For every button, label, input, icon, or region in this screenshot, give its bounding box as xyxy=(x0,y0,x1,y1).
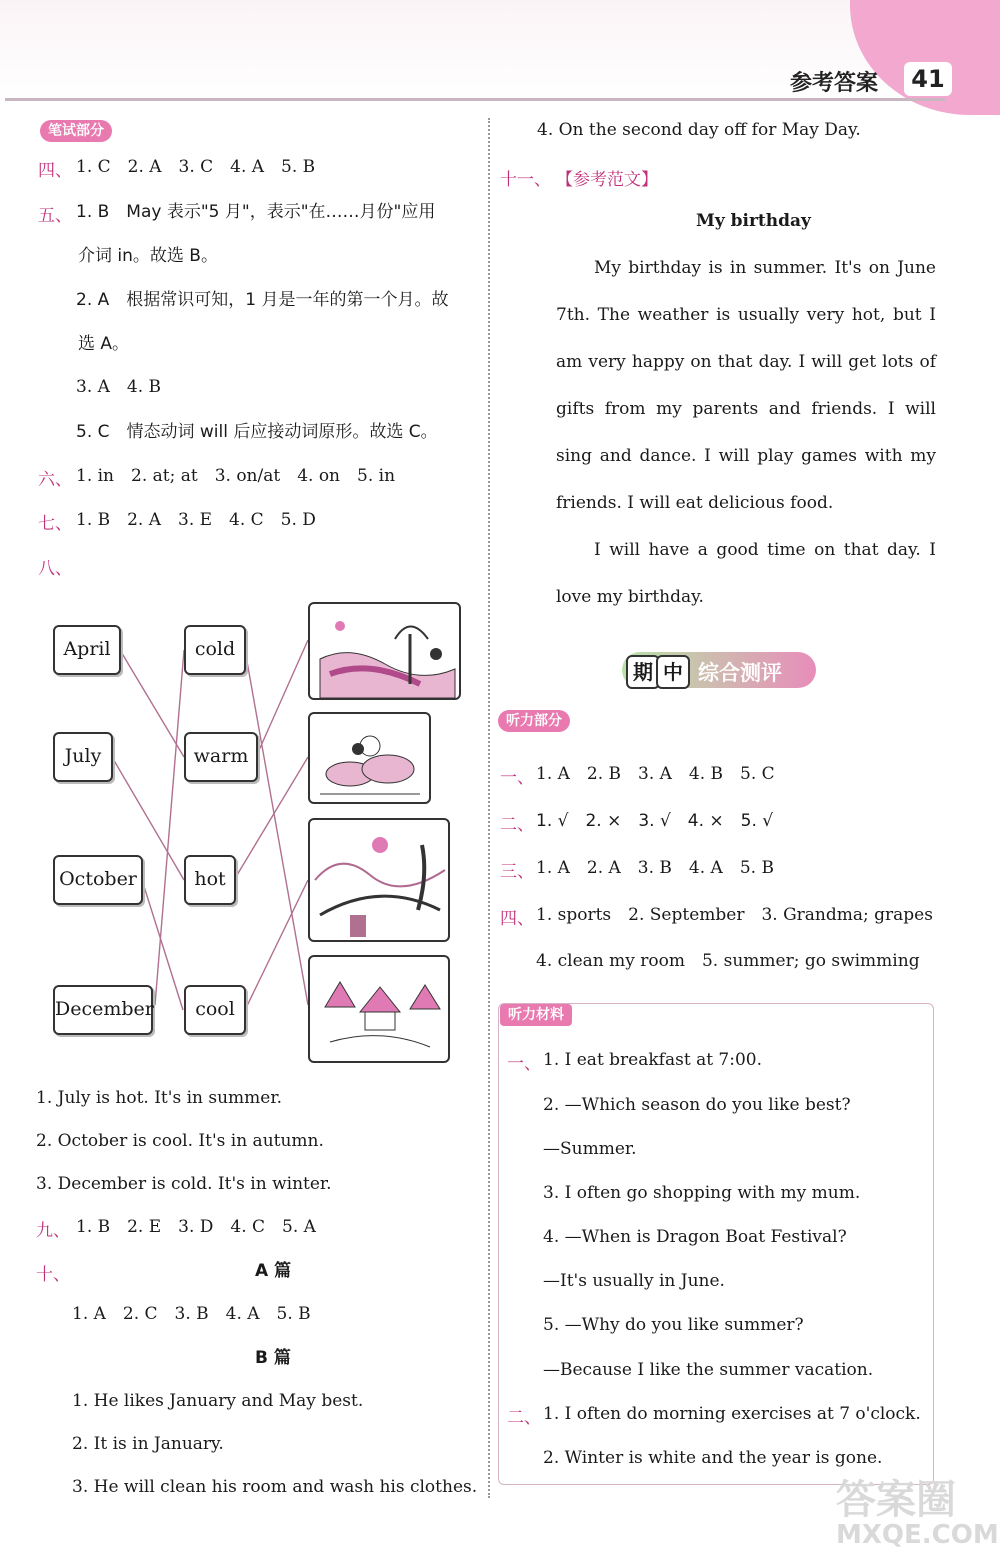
autumn-scene-icon xyxy=(308,818,450,942)
material-part2-line-2: 2. Winter is white and the year is gone. xyxy=(543,1448,883,1468)
watermark-logo: 答案圈 xyxy=(836,1477,956,1523)
q10-b-title: B 篇 xyxy=(255,1348,291,1368)
q4-answers: 1. C 2. A 3. C 4. A 5. B xyxy=(76,157,316,177)
q11-label: 【参考范文】 xyxy=(556,170,658,190)
midterm-char-2: 中 xyxy=(656,655,690,689)
summer-lotus-icon xyxy=(308,712,431,804)
listen-q1-number: 一、 xyxy=(500,768,534,788)
q8-sentence-3: 3. December is cold. It's in winter. xyxy=(36,1174,332,1194)
q10-a-answers: 1. A 2. C 3. B 4. A 5. B xyxy=(72,1304,311,1324)
q7-answers: 1. B 2. A 3. E 4. C 5. D xyxy=(76,510,316,530)
material-line-3: —Summer. xyxy=(543,1139,637,1159)
q5-number: 五、 xyxy=(38,206,72,226)
q5-line3: 2. A 根据常识可知，1 月是一年的第一个月。故 xyxy=(76,290,449,310)
q10-b-line4: 4. On the second day off for May Day. xyxy=(537,120,861,140)
listen-q3-number: 三、 xyxy=(500,862,534,882)
q5-line2: 介词 in。故选 B。 xyxy=(78,246,218,266)
month-box-october: October xyxy=(53,855,143,905)
listening-section-tag: 听力部分 xyxy=(498,710,570,732)
q4-number: 四、 xyxy=(38,161,72,181)
q6-number: 六、 xyxy=(38,470,72,490)
q8-number: 八、 xyxy=(38,559,72,579)
winter-snow-icon xyxy=(308,955,450,1063)
match-cold-winter xyxy=(245,650,308,1005)
weather-box-warm: warm xyxy=(184,732,258,782)
material-line-1: 1. I eat breakfast at 7:00. xyxy=(543,1050,763,1070)
match-december-cold xyxy=(155,650,184,1005)
q5-line1: 1. B May 表示"5 月"，表示"在……月份"应用 xyxy=(76,202,436,222)
q8-sentence-1: 1. July is hot. It's in summer. xyxy=(36,1088,282,1108)
q10-a-title: A 篇 xyxy=(255,1261,292,1281)
match-april-warm xyxy=(120,650,184,757)
q10-b-line1: 1. He likes January and May best. xyxy=(72,1391,364,1411)
match-warm-spring xyxy=(256,640,308,757)
weather-box-hot: hot xyxy=(184,855,236,905)
material-line-8: —Because I like the summer vacation. xyxy=(543,1360,874,1380)
header-rule xyxy=(5,98,945,101)
weather-box-cool: cool xyxy=(184,985,246,1035)
q11-number: 十一、 xyxy=(500,170,551,190)
spring-scene-icon xyxy=(308,602,461,700)
q9-answers: 1. B 2. E 3. D 4. C 5. A xyxy=(76,1217,316,1237)
q5-line6: 5. C 情态动词 will 后应接动词原形。故选 C。 xyxy=(76,422,438,442)
q10-number: 十、 xyxy=(36,1265,70,1285)
essay-paragraph-2: I will have a good time on that day. I love my birthday. xyxy=(556,540,936,607)
material-part1-number: 一、 xyxy=(507,1054,541,1074)
listen-q2-number: 二、 xyxy=(500,815,534,835)
material-line-2: 2. —Which season do you like best? xyxy=(543,1095,851,1115)
q10-b-line2: 2. It is in January. xyxy=(72,1434,224,1454)
q9-number: 九、 xyxy=(36,1221,70,1241)
midterm-char-1: 期 xyxy=(626,655,660,689)
listen-q1-answers: 1. A 2. B 3. A 4. B 5. C xyxy=(536,764,775,784)
column-divider xyxy=(488,118,490,1498)
watermark-url: MXQE.COM xyxy=(836,1520,999,1550)
q6-answers: 1. in 2. at; at 3. on/at 4. on 5. in xyxy=(76,466,396,486)
listen-q2-answers: 1. √ 2. × 3. √ 4. × 5. √ xyxy=(536,811,774,831)
q5-line5: 3. A 4. B xyxy=(76,377,162,397)
month-box-december: December xyxy=(53,985,153,1035)
material-line-4: 3. I often go shopping with my mum. xyxy=(543,1183,861,1203)
weather-box-cold: cold xyxy=(184,625,246,675)
material-part2-line-1: 1. I often do morning exercises at 7 o'clock. xyxy=(543,1404,921,1424)
listen-q4-answers-2: 4. clean my room 5. summer; go swimming xyxy=(536,951,920,971)
q7-number: 七、 xyxy=(38,514,72,534)
listening-material-tag: 听力材料 xyxy=(500,1004,572,1026)
month-box-july: July xyxy=(53,732,113,782)
written-section-tag: 笔试部分 xyxy=(40,120,112,142)
essay-title: My birthday xyxy=(696,211,811,231)
q10-b-line3: 3. He will clean his room and wash his clothes. xyxy=(72,1477,478,1497)
listen-q3-answers: 1. A 2. A 3. B 4. A 5. B xyxy=(536,858,774,878)
q5-line4: 选 A。 xyxy=(78,334,130,354)
material-part2-number: 二、 xyxy=(507,1408,541,1428)
material-line-7: 5. —Why do you like summer? xyxy=(543,1315,804,1335)
page-header-title: 参考答案 xyxy=(790,71,879,96)
page-number: 41 xyxy=(904,62,952,96)
material-line-6: —It's usually in June. xyxy=(543,1271,725,1291)
q8-sentence-2: 2. October is cool. It's in autumn. xyxy=(36,1131,324,1151)
midterm-title: 综合测评 xyxy=(698,661,782,685)
month-box-april: April xyxy=(53,625,121,675)
essay-paragraph-1: My birthday is in summer. It's on June 7th. The weather is usually very hot, but I am very happy on that day. I will get lots of gifts from my parents and friends. I will sing and dance. I will play games with my friends. I will eat delicious food. xyxy=(556,258,936,513)
listen-q4-number: 四、 xyxy=(500,909,534,929)
material-line-5: 4. —When is Dragon Boat Festival? xyxy=(543,1227,847,1247)
match-cool-autumn xyxy=(245,880,308,1010)
listen-q4-answers: 1. sports 2. September 3. Grandma; grapes xyxy=(536,905,933,925)
